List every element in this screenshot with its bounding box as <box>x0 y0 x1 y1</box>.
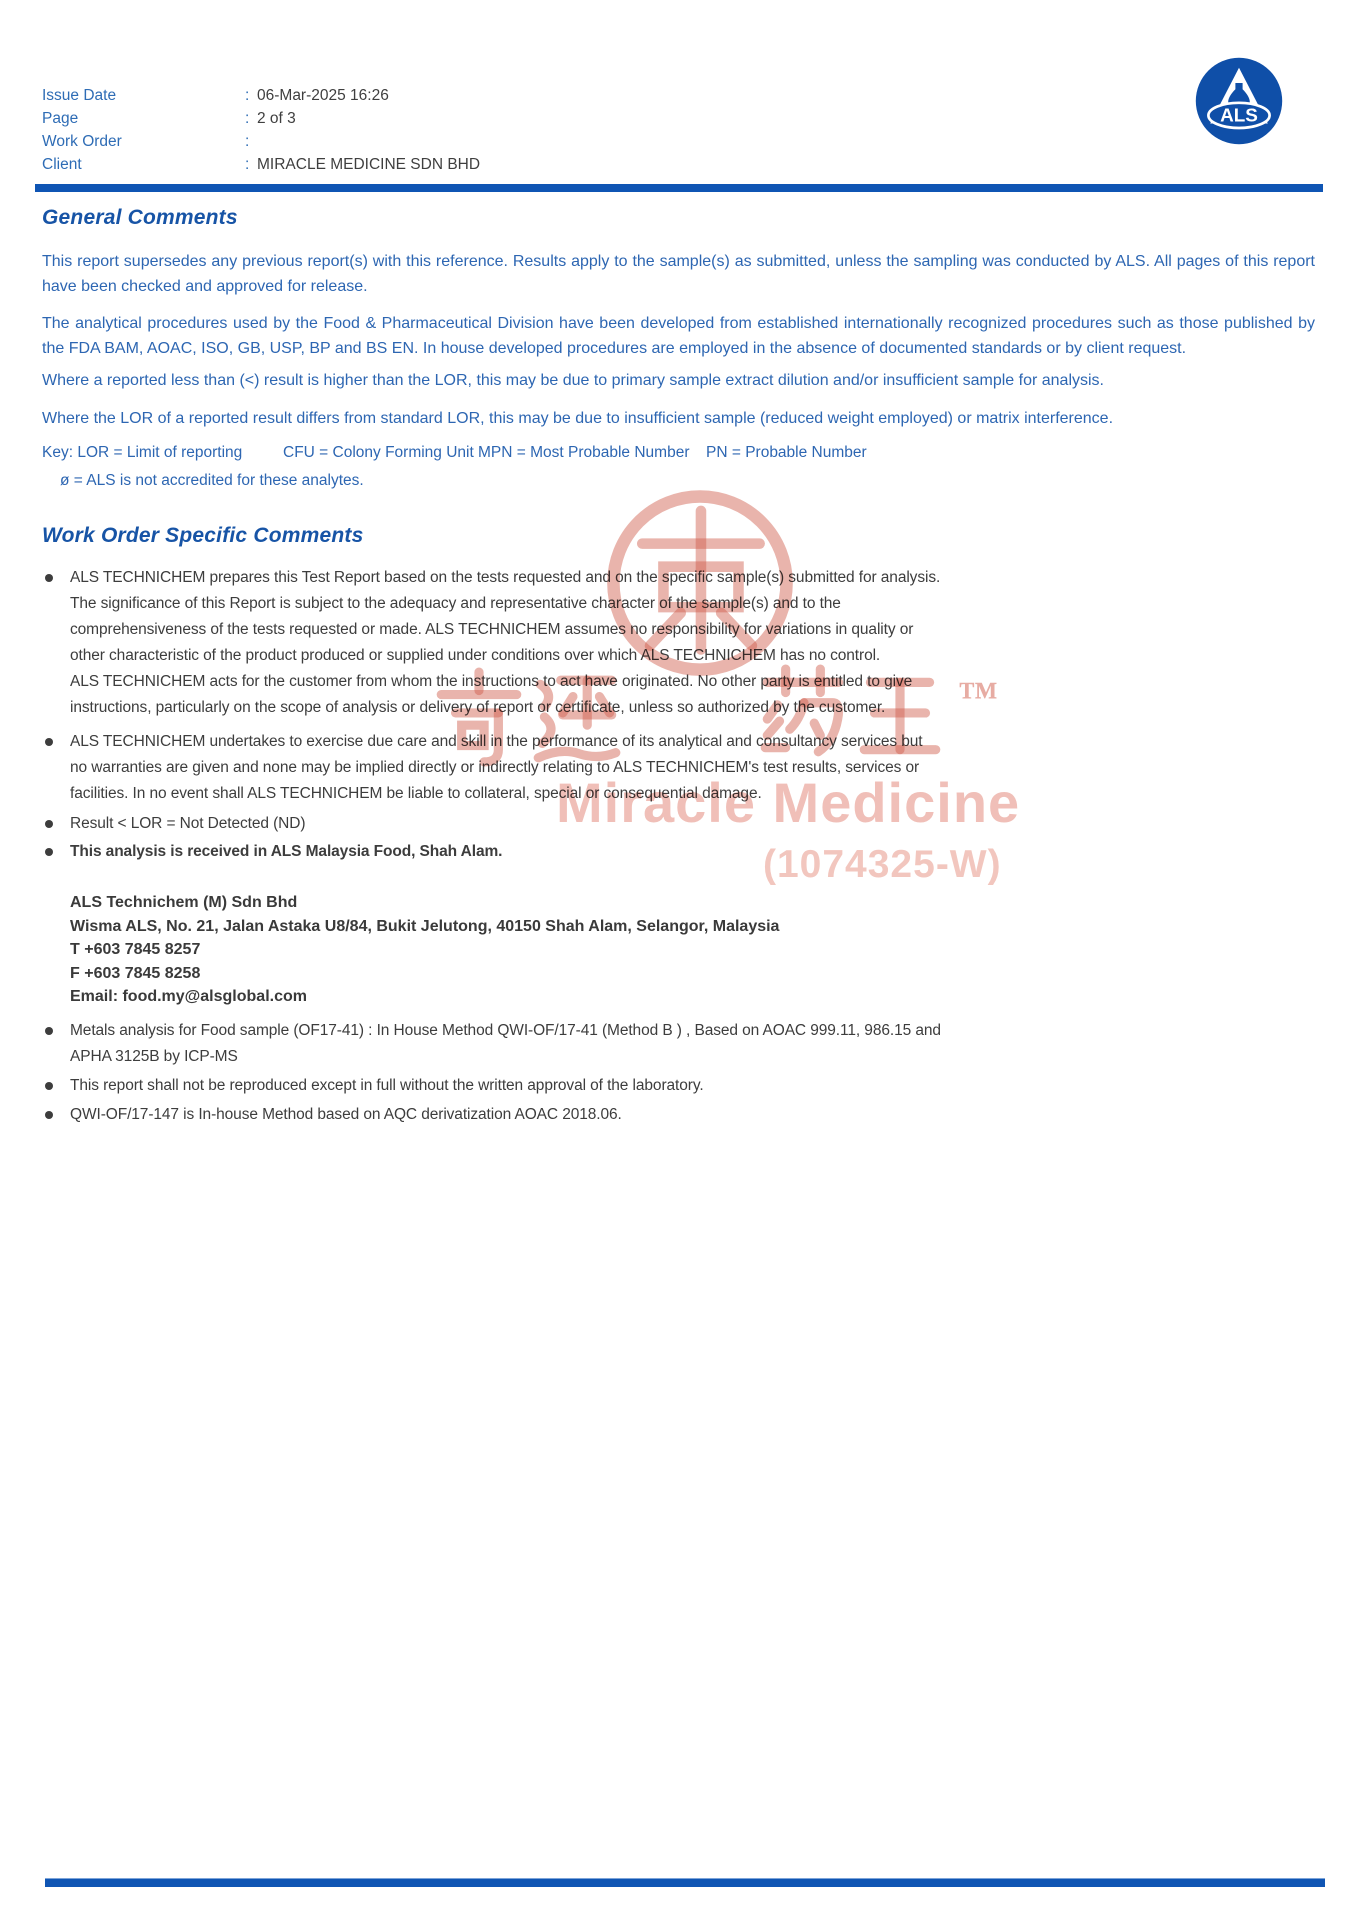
watermark-trademark: ™ <box>958 673 998 718</box>
header-divider <box>35 184 1323 192</box>
work-order-bullet-list <box>42 565 947 1128</box>
client-row <box>42 153 480 176</box>
bullet-text: ALS TECHNICHEM prepares this Test Report based on the tests requested and on the specific sample(s) submitted for analysis. The significance of this Report is subject to the adequacy and representative character of the sample(s) and to the comprehensiveness of the tests requested or made. ALS TECHNICHEM assumes no responsibility for variations in quality or other characteristic of the product produced or supplied under conditions over which ALS TECHNICHEM has no control. <box>70 569 941 664</box>
separator: : <box>245 133 250 150</box>
issue-date-row <box>42 84 480 107</box>
address-line: Wisma ALS, No. 21, Jalan Astaka U8/84, Bukit Jelutong, 40150 Shah Alam, Selangor, Malaysia <box>70 917 780 935</box>
issue-date-value: 06-Mar-2025 16:26 <box>257 87 389 104</box>
separator: : <box>245 156 250 173</box>
issue-date-label: Issue Date <box>42 87 117 104</box>
bullet-item: Result < LOR = Not Detected (ND) <box>42 811 942 837</box>
page-value: 2 of 3 <box>257 110 296 127</box>
general-comments-section <box>42 206 1315 493</box>
page-row <box>42 107 480 130</box>
bullet-item <box>42 565 942 721</box>
accreditation-note: ø = ALS is not accredited for these analytes. <box>60 471 364 489</box>
general-comment-paragraph: The analytical procedures used by the Food & Pharmaceutical Division have been developed from established internationally recognized procedures such as those published by the FDA BAM, AOAC, ISO, GB, USP, BP and BS EN. In house developed procedures are employed in the absence of documented standards or by client request. <box>42 315 1315 357</box>
address-line: F +603 7845 8258 <box>70 964 201 982</box>
report-header <box>42 84 480 176</box>
bullet-item: QWI-OF/17-147 is In-house Method based on AQC derivatization AOAC 2018.06. <box>42 1102 942 1128</box>
separator: : <box>245 110 250 127</box>
key-lor: Key: LOR = Limit of reporting <box>42 444 243 461</box>
general-comment-paragraph: Where the LOR of a reported result differs from standard LOR, this may be due to insufficient sample (reduced weight employed) or matrix interference. <box>42 409 1114 427</box>
address-line: ALS Technichem (M) Sdn Bhd <box>70 894 298 911</box>
bullet-item: ALS TECHNICHEM undertakes to exercise due care and skill in the performance of its analytical and consultancy services but no warranties are given and none may be implied directly or indirectly relating to ALS TECHNICHEM's test results, services or facilities. In no event shall ALS TECHNICHEM be liable to collateral, special or consequential damage. <box>42 729 942 807</box>
key-cfu: CFU = Colony Forming Unit <box>283 444 474 461</box>
als-logo-text: ALS <box>1220 105 1258 127</box>
address-line: T +603 7845 8257 <box>70 941 201 958</box>
als-logo-icon <box>1194 56 1284 146</box>
address-line: Email: food.my@alsglobal.com <box>70 988 307 1005</box>
separator: : <box>245 87 250 104</box>
watermark-company-name: Miracle Medicine <box>556 771 1021 834</box>
laboratory-address-block <box>42 891 947 1009</box>
client-value: MIRACLE MEDICINE SDN BHD <box>257 156 481 173</box>
client-label: Client <box>42 156 82 173</box>
bullet-text-continued: ALS TECHNICHEM acts for the customer from whom the instructions to act have originated. No other party is entitled to give instructions, particularly on the scope of analysis or delivery of report or certificate, unless so authorized by the customer. <box>70 673 913 716</box>
abbreviation-key-row <box>42 444 1315 469</box>
work-order-label: Work Order <box>42 133 122 150</box>
bullet-item: This report shall not be reproduced except in full without the written approval of the laboratory. <box>42 1073 942 1099</box>
general-comments-title: General Comments <box>42 206 238 229</box>
general-comment-paragraph: Where a reported less than (<) result is higher than the LOR, this may be due to primary sample extract dilution and/or insufficient sample for analysis. <box>42 372 1104 389</box>
key-mpn: MPN = Most Probable Number <box>478 444 690 461</box>
key-pn: PN = Probable Number <box>706 444 867 461</box>
footer-divider <box>45 1878 1325 1887</box>
bullet-item: This analysis is received in ALS Malaysia Food, Shah Alam. <box>42 839 942 865</box>
work-order-comments-title: Work Order Specific Comments <box>42 524 364 547</box>
work-order-row <box>42 130 480 153</box>
work-order-comments-section <box>42 524 962 1128</box>
bullet-item: Metals analysis for Food sample (OF17-41) : In House Method QWI-OF/17-41 (Method B ) , Based on AOAC 999.11, 986.15 and APHA 3125B by ICP-MS <box>42 1018 942 1070</box>
page-label: Page <box>42 110 79 127</box>
general-comment-paragraph: This report supersedes any previous report(s) with this reference. Results apply to the sample(s) as submitted, unless the sampling was conducted by ALS. All pages of this report have been checked and approved for release. <box>42 253 1315 295</box>
watermark-registration-number: (1074325-W) <box>763 843 1002 886</box>
